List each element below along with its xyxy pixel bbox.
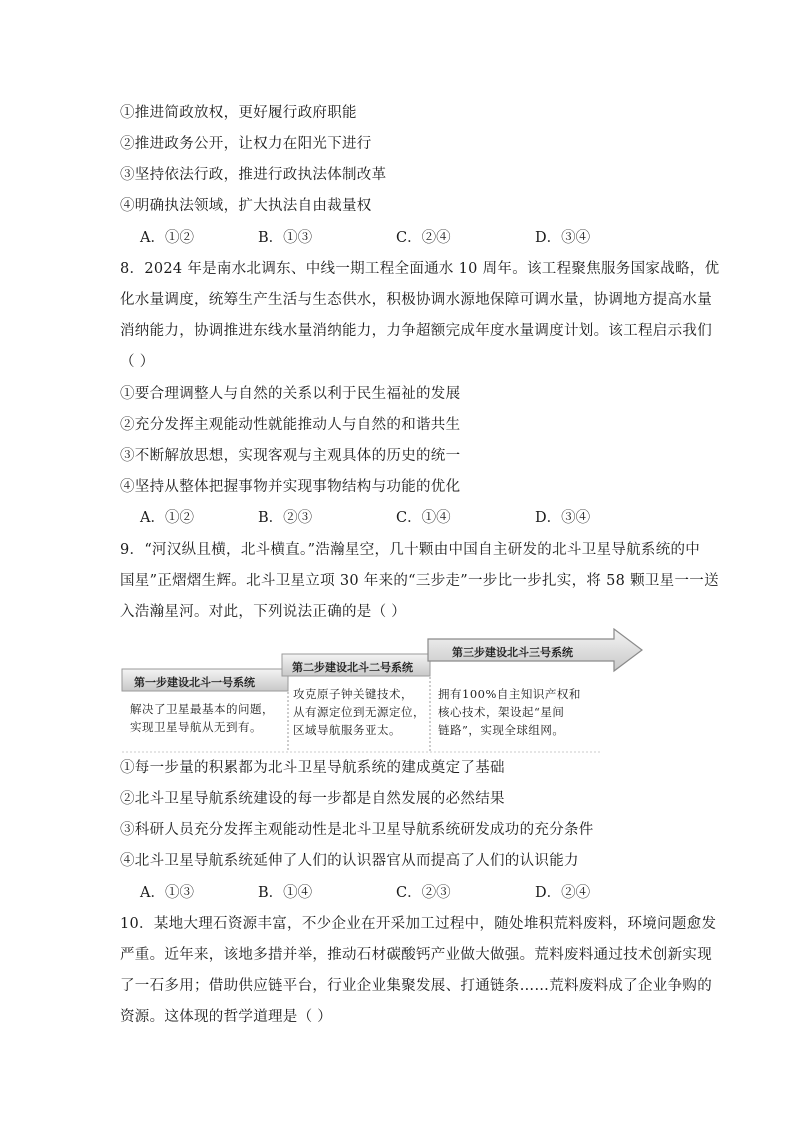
q9-item-3: ③科研人员充分发挥主观能动性是北斗卫星导航系统研发成功的充分条件 (120, 822, 594, 838)
q9-option-c: C．②③ (396, 885, 451, 901)
q8-option-a: A．①② (140, 510, 194, 526)
q9-stem-line-2: 国星”正熠熠生辉。北斗卫星立项 30 年来的“三步走”一步比一步扎实，将 58 颗卫星一一送 (120, 573, 719, 589)
q9-option-a: A．①③ (140, 885, 194, 901)
q7-options (140, 228, 620, 248)
step3-desc: 拥有100%自主知识产权和 核心技术，架设起“星间 链路”，实现全球组网。 (438, 687, 581, 737)
q10-stem-line-3: 了一石多用；借助供应链平台，行业企业集聚发展、打通链条……荒料废料成了企业争购的 (120, 978, 712, 994)
q10-stem-line-4: 资源。这体现的哲学道理是（ ） (120, 1009, 333, 1025)
q9-option-b: B．①④ (258, 885, 313, 901)
q8-stem-line-4: （ ） (120, 354, 155, 370)
q7-option-a: A．①② (140, 230, 194, 246)
q8-options (140, 508, 620, 528)
q9-item-4: ④北斗卫星导航系统延伸了人们的认识器官从而提高了人们的认识能力 (120, 853, 579, 869)
q10-stem-line-1: 10．某地大理石资源丰富，不少企业在开采加工过程中，随处堆积荒料废料，环境问题愈发 (120, 916, 717, 932)
q7-item-1: ①推进简政放权，更好履行政府职能 (120, 105, 357, 121)
step1-title: 第一步建设北斗一号系统 (134, 676, 255, 689)
q8-option-b: B．②③ (258, 510, 313, 526)
q9-option-d: D．②④ (535, 885, 591, 901)
q10-stem-line-2: 严重。近年来，该地多措并举，推动石材碳酸钙产业做大做强。荒料废料通过技术创新实现 (120, 947, 712, 963)
q7-item-3: ③坚持依法行政，推进行政执法体制改革 (120, 167, 387, 183)
q7-item-4: ④明确执法领域，扩大执法自由裁量权 (120, 198, 372, 214)
step2-title: 第二步建设北斗二号系统 (292, 661, 413, 674)
q8-item-4: ④坚持从整体把握事物并实现事物结构与功能的优化 (120, 479, 461, 495)
q8-stem-line-2: 化水量调度，统筹生产生活与生态供水，积极协调水源地保障可调水量，协调地方提高水量 (120, 292, 712, 308)
q8-stem-line-3: 消纳能力，协调推进东线水量消纳能力，力争超额完成年度水量调度计划。该工程启示我们 (120, 323, 712, 339)
q8-item-1: ①要合理调整人与自然的关系以利于民生福祉的发展 (120, 386, 461, 402)
q8-item-2: ②充分发挥主观能动性就能推动人与自然的和谐共生 (120, 417, 461, 433)
q7-option-d: D．③④ (535, 230, 591, 246)
q9-item-1: ①每一步量的积累都为北斗卫星导航系统的建成奠定了基础 (120, 760, 505, 776)
step2-desc: 攻克原子钟关键技术， 从有源定位到无源定位， 区域导航服务亚太。 (293, 687, 425, 737)
q8-option-d: D．③④ (535, 510, 591, 526)
q8-stem-line-1: 8．2024 年是南水北调东、中线一期工程全面通水 10 周年。该工程聚焦服务国家战略，优 (120, 261, 720, 277)
q9-stem-line-3: 入浩瀚星河。对此，下列说法正确的是（ ） (120, 604, 407, 620)
q9-item-2: ②北斗卫星导航系统建设的每一步都是自然发展的必然结果 (120, 791, 505, 807)
q7-option-b: B．①③ (258, 230, 313, 246)
q9-options (140, 883, 620, 903)
q9-stem-line-1: 9．“河汉纵且横，北斗横直。”浩瀚星空，几十颗由中国自主研发的北斗卫星导航系统的中 (120, 542, 701, 558)
q8-option-c: C．①④ (396, 510, 451, 526)
beidou-steps-diagram (120, 628, 650, 756)
q8-item-3: ③不断解放思想，实现客观与主观具体的历史的统一 (120, 448, 461, 464)
step1-desc: 解决了卫星最基本的问题， 实现卫星导航从无到有。 (130, 702, 274, 734)
step3-title: 第三步建设北斗三号系统 (452, 646, 573, 659)
q7-item-2: ②推进政务公开，让权力在阳光下进行 (120, 136, 372, 152)
q7-option-c: C．②④ (396, 230, 451, 246)
